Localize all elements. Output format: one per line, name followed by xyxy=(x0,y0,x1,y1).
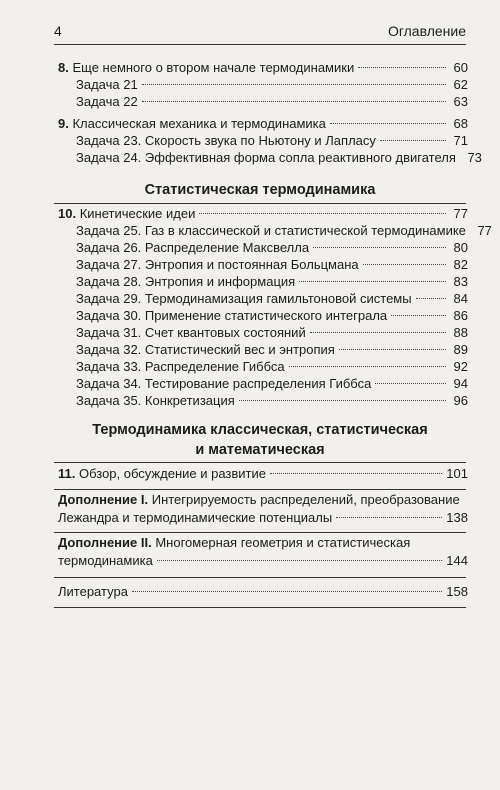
dot-leader xyxy=(289,365,446,367)
task-title: Задача 32. Статистический вес и энтропия xyxy=(76,342,335,357)
page-ref: 62 xyxy=(453,77,468,92)
page-ref: 94 xyxy=(453,376,468,391)
part-heading-line-2: и математическая xyxy=(195,442,325,458)
task-title: Задача 26. Распределение Максвелла xyxy=(76,240,310,255)
toc-task-22[interactable] xyxy=(76,94,468,111)
toc-chapter-8[interactable] xyxy=(58,60,468,77)
toc-chapter-9[interactable] xyxy=(58,116,468,133)
dot-leader xyxy=(132,590,442,592)
appendix-label: Дополнение II. xyxy=(58,535,152,550)
task-title: Задача 28. Энтропия и информация xyxy=(76,274,296,289)
toc-task-25[interactable] xyxy=(76,223,492,240)
dot-leader xyxy=(391,314,446,316)
dot-leader xyxy=(330,122,446,124)
toc-task-32[interactable] xyxy=(76,342,468,359)
section-rule xyxy=(54,577,466,578)
toc-task-26[interactable] xyxy=(76,240,468,257)
task-title: Задача 33. Распределение Гиббса xyxy=(76,359,285,374)
dot-leader xyxy=(199,212,446,214)
dot-leader xyxy=(375,382,446,384)
appendix-title-line-2: термодинамика xyxy=(58,553,153,568)
toc-task-34[interactable] xyxy=(76,376,468,393)
dot-leader xyxy=(313,246,446,248)
chapter-number: 9. xyxy=(58,116,69,131)
section-rule xyxy=(54,532,466,533)
toc-chapter-10[interactable] xyxy=(58,206,468,223)
page-ref: 101 xyxy=(446,466,468,481)
dot-leader xyxy=(270,472,442,474)
page-ref: 71 xyxy=(453,133,468,148)
toc-task-28[interactable] xyxy=(76,274,468,291)
section-rule xyxy=(54,489,466,490)
page-ref: 138 xyxy=(446,510,468,525)
page-ref: 77 xyxy=(453,206,468,221)
task-title: Задача 27. Энтропия и постоянная Больцмана xyxy=(76,257,359,272)
chapter-number: 10. xyxy=(58,206,77,221)
dot-leader xyxy=(339,348,446,350)
literature-title: Литература xyxy=(58,584,128,599)
toc-literature[interactable] xyxy=(58,584,468,601)
toc-task-24[interactable] xyxy=(76,150,482,167)
page-ref: 158 xyxy=(446,584,468,599)
page-ref: 77 xyxy=(477,223,492,238)
dot-leader xyxy=(142,100,446,102)
task-title: Задача 35. Конкретизация xyxy=(76,393,235,408)
page-ref: 84 xyxy=(453,291,468,306)
toc-task-29[interactable] xyxy=(76,291,468,308)
task-title: Задача 34. Тестирование распределения Гиббса xyxy=(76,376,372,391)
appendix-title-line-1: Многомерная геометрия и статистическая xyxy=(155,535,411,550)
appendix-title-line-2: Лежандра и термодинамические потенциалы xyxy=(58,510,333,525)
chapter-title: Кинетические идеи xyxy=(79,206,196,221)
task-title: Задача 22 xyxy=(76,94,138,109)
toc-task-33[interactable] xyxy=(76,359,468,376)
page-ref: 68 xyxy=(453,116,468,131)
page-ref: 63 xyxy=(453,94,468,109)
task-title: Задача 23. Скорость звука по Ньютону и Лапласу xyxy=(76,133,376,148)
toc-task-27[interactable] xyxy=(76,257,468,274)
chapter-title: Обзор, обсуждение и развитие xyxy=(78,466,266,481)
toc-task-23[interactable] xyxy=(76,133,468,150)
dot-leader xyxy=(336,516,442,518)
dot-leader xyxy=(299,280,446,282)
running-header xyxy=(54,18,466,45)
task-title: Задача 21 xyxy=(76,77,138,92)
task-title: Задача 29. Термодинамизация гамильтоновой системы xyxy=(76,291,412,306)
page-ref: 80 xyxy=(453,240,468,255)
page-ref: 89 xyxy=(453,342,468,357)
page-ref: 60 xyxy=(453,60,468,75)
chapter-number: 11. xyxy=(58,466,76,481)
section-rule xyxy=(54,203,466,204)
dot-leader xyxy=(239,399,446,401)
toc-task-21[interactable] xyxy=(76,77,468,94)
page-ref: 83 xyxy=(453,274,468,289)
dot-leader xyxy=(380,139,446,141)
toc-appendix-2[interactable] xyxy=(58,534,468,570)
task-title: Задача 24. Эффективная форма сопла реактивного двигателя xyxy=(76,150,456,165)
dot-leader xyxy=(142,83,446,85)
page-ref: 144 xyxy=(446,553,468,568)
page-ref: 88 xyxy=(453,325,468,340)
dot-leader xyxy=(310,331,446,333)
dot-leader xyxy=(157,559,442,561)
part-heading-mixed xyxy=(54,420,466,460)
dot-leader xyxy=(416,297,446,299)
appendix-label: Дополнение I. xyxy=(58,492,149,507)
page-ref: 73 xyxy=(467,150,482,165)
section-rule xyxy=(54,607,466,608)
chapter-number: 8. xyxy=(58,60,69,75)
dot-leader xyxy=(363,263,446,265)
page-ref: 92 xyxy=(453,359,468,374)
dot-leader xyxy=(358,66,446,68)
page-number: 4 xyxy=(54,23,62,39)
toc-task-30[interactable] xyxy=(76,308,468,325)
toc-chapter-11[interactable] xyxy=(58,466,468,483)
task-title: Задача 25. Газ в классической и статистической термодинамике xyxy=(76,223,466,238)
part-heading-line-1: Термодинамика классическая, статистическая xyxy=(92,422,428,438)
chapter-title: Классическая механика и термодинамика xyxy=(72,116,326,131)
toc-task-35[interactable] xyxy=(76,393,468,410)
part-heading-statistical xyxy=(54,180,466,200)
toc-appendix-1[interactable] xyxy=(58,491,468,527)
page-ref: 86 xyxy=(453,308,468,323)
task-title: Задача 30. Применение статистического интеграла xyxy=(76,308,388,323)
running-title: Оглавление xyxy=(387,23,466,39)
chapter-title: Еще немного о втором начале термодинамики xyxy=(72,60,355,75)
appendix-title-line-1: Интегрируемость распределений, преобразование xyxy=(151,492,460,507)
toc-task-31[interactable] xyxy=(76,325,468,342)
section-rule xyxy=(54,462,466,463)
page-ref: 82 xyxy=(453,257,468,272)
part-heading-text: Статистическая термодинамика xyxy=(144,182,376,198)
page-ref: 96 xyxy=(453,393,468,408)
task-title: Задача 31. Счет квантовых состояний xyxy=(76,325,306,340)
